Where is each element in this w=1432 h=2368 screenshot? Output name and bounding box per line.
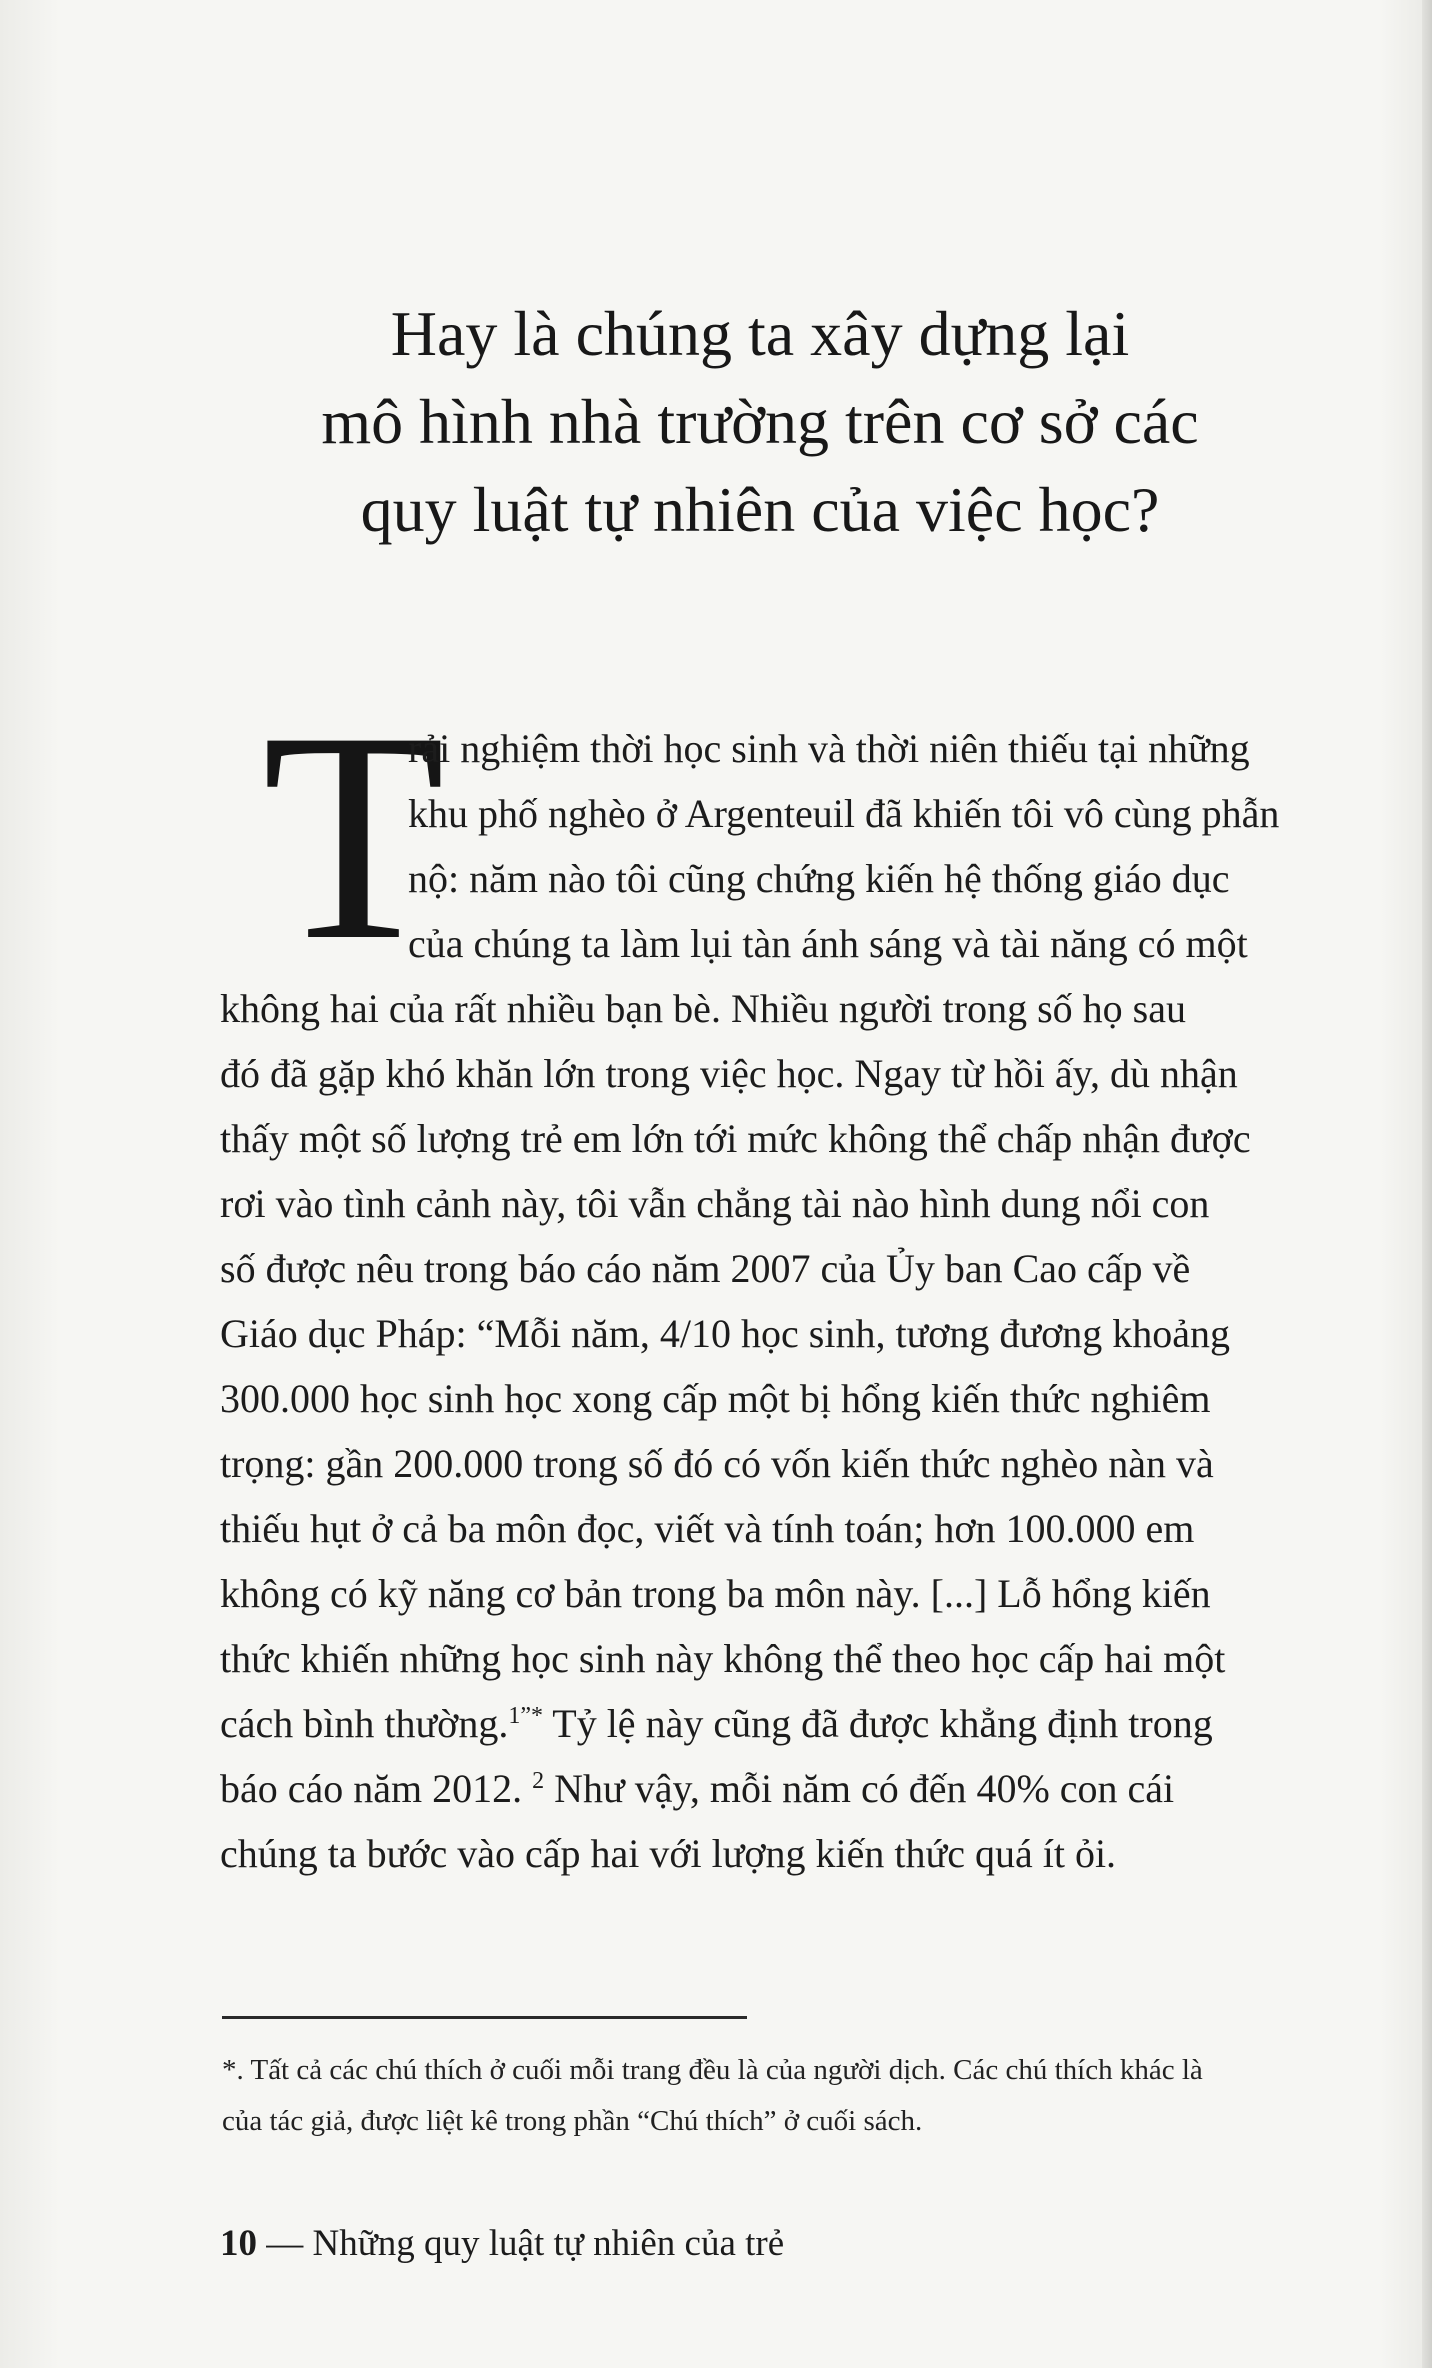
footnote bbox=[222, 2045, 1382, 2147]
footnote-divider bbox=[222, 2016, 747, 2019]
page-footer bbox=[220, 2217, 784, 2271]
text-fragment: cách bình thường. bbox=[220, 1701, 509, 1746]
text-line: Giáo dục Pháp: “Mỗi năm, 4/10 học sinh, tương đương khoảng bbox=[220, 1311, 1230, 1356]
chapter-heading bbox=[180, 290, 1340, 554]
text-line: không có kỹ năng cơ bản trong ba môn này. [...] Lỗ hổng kiến bbox=[220, 1571, 1211, 1616]
text-line: không hai của rất nhiều bạn bè. Nhiều người trong số họ sau bbox=[220, 986, 1186, 1031]
text-fragment: Tỷ lệ này cũng đã được khẳng định trong bbox=[542, 1701, 1213, 1746]
page-number: 10 bbox=[220, 2223, 257, 2264]
heading-line: mô hình nhà trường trên cơ sở các bbox=[321, 386, 1199, 457]
text-line bbox=[220, 1691, 1376, 1756]
text-line: thấy một số lượng trẻ em lớn tới mức không thể chấp nhận được bbox=[220, 1116, 1251, 1161]
text-fragment: Như vậy, mỗi năm có đến 40% con cái bbox=[544, 1766, 1175, 1811]
text-line: rải nghiệm thời học sinh và thời niên thiếu tại những bbox=[408, 726, 1250, 771]
text-line: thức khiến những học sinh này không thể theo học cấp hai một bbox=[220, 1636, 1226, 1681]
footnote-line: của tác giả, được liệt kê trong phần “Chú thích” ở cuối sách. bbox=[222, 2105, 923, 2137]
footnote-reference: 2 bbox=[532, 1768, 545, 1794]
text-line: thiếu hụt ở cả ba môn đọc, viết và tính toán; hơn 100.000 em bbox=[220, 1506, 1195, 1551]
text-line: trọng: gần 200.000 trong số đó có vốn kiến thức nghèo nàn và bbox=[220, 1441, 1214, 1486]
body-paragraph bbox=[220, 716, 1376, 1886]
text-line: 300.000 học sinh học xong cấp một bị hổng kiến thức nghiêm bbox=[220, 1376, 1211, 1421]
text-line: nộ: năm nào tôi cũng chứng kiến hệ thống giáo dục bbox=[408, 856, 1230, 901]
text-line: rơi vào tình cảnh này, tôi vẫn chẳng tài nào hình dung nổi con bbox=[220, 1181, 1210, 1226]
text-line: đó đã gặp khó khăn lớn trong việc học. Ngay từ hồi ấy, dù nhận bbox=[220, 1051, 1238, 1096]
running-title: Những quy luật tự nhiên của trẻ bbox=[312, 2223, 785, 2264]
footnote-line: *. Tất cả các chú thích ở cuối mỗi trang đều là của người dịch. Các chú thích khác là bbox=[222, 2054, 1203, 2086]
text-fragment: báo cáo năm 2012. bbox=[220, 1766, 533, 1811]
text-line: số được nêu trong báo cáo năm 2007 của Ủy ban Cao cấp về bbox=[220, 1246, 1191, 1291]
footer-separator: — bbox=[257, 2223, 313, 2264]
text-line: khu phố nghèo ở Argenteuil đã khiến tôi vô cùng phẫn bbox=[408, 791, 1280, 836]
drop-cap-letter: T bbox=[262, 670, 446, 1002]
heading-line: Hay là chúng ta xây dựng lại bbox=[390, 298, 1130, 369]
text-line: chúng ta bước vào cấp hai với lượng kiến thức quá ít ỏi. bbox=[220, 1831, 1117, 1876]
text-line: của chúng ta làm lụi tàn ánh sáng và tài năng có một bbox=[408, 921, 1248, 966]
page-edge-shadow bbox=[1422, 0, 1432, 2368]
footnote-reference: 1”* bbox=[508, 1703, 543, 1729]
text-line bbox=[220, 1756, 1376, 1821]
heading-line: quy luật tự nhiên của việc học? bbox=[360, 474, 1160, 545]
